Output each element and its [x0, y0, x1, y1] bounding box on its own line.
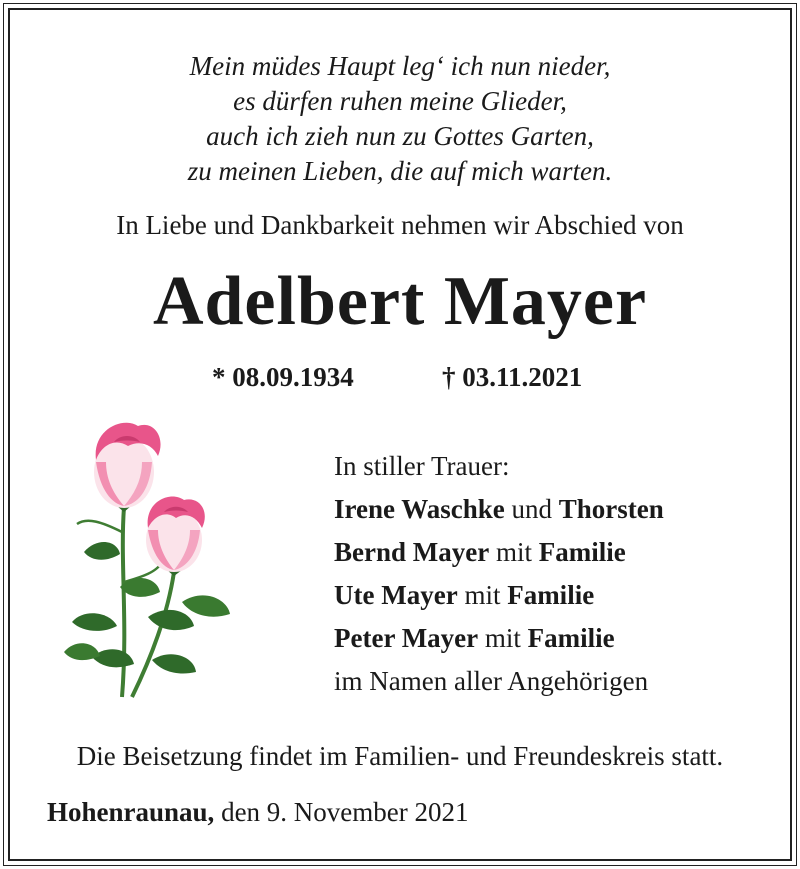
mourners-list	[334, 445, 664, 703]
mourner-relation: Familie	[538, 537, 626, 567]
mourner-relation: Familie	[527, 623, 615, 653]
mourner-connector: mit	[484, 623, 521, 653]
mourner-row	[334, 531, 664, 574]
poem-line: auch ich zieh nun zu Gottes Garten,	[206, 121, 594, 151]
mourner-row	[334, 488, 664, 531]
mourners-closing: im Namen aller Angehörigen	[334, 666, 649, 696]
birth-date: * 08.09.1934	[212, 362, 354, 392]
mourner-row	[334, 617, 664, 660]
mourner-relation: Familie	[507, 580, 595, 610]
deceased-name: Adelbert Mayer	[152, 263, 648, 340]
mourner-name: Irene Waschke	[334, 494, 505, 524]
poem-line: zu meinen Lieben, die auf mich warten.	[187, 156, 613, 186]
poem-line: es dürfen ruhen meine Glieder,	[233, 86, 567, 116]
mourner-name: Peter Mayer	[334, 623, 479, 653]
farewell-intro: In Liebe und Dankbarkeit nehmen wir Abschied von	[116, 210, 684, 240]
poem	[0, 49, 800, 189]
date: den 9. November 2021	[221, 797, 469, 827]
funeral-note: Die Beisetzung findet im Familien- und Freundeskreis statt.	[76, 741, 724, 771]
mourner-name: Ute Mayer	[334, 580, 458, 610]
mourner-name: Bernd Mayer	[334, 537, 490, 567]
mourner-connector: mit	[495, 537, 532, 567]
death-date: † 03.11.2021	[442, 362, 583, 392]
mourner-connector: mit	[464, 580, 501, 610]
place-and-date	[47, 795, 469, 829]
poem-line: Mein müdes Haupt leg‘ ich nun nieder,	[189, 51, 611, 81]
place: Hohenraunau,	[47, 797, 215, 827]
mourner-connector: und	[511, 494, 553, 524]
mourner-relation: Thorsten	[558, 494, 664, 524]
mourner-row	[334, 574, 664, 617]
roses-icon	[62, 412, 242, 702]
mourners-heading: In stiller Trauer:	[334, 451, 510, 481]
